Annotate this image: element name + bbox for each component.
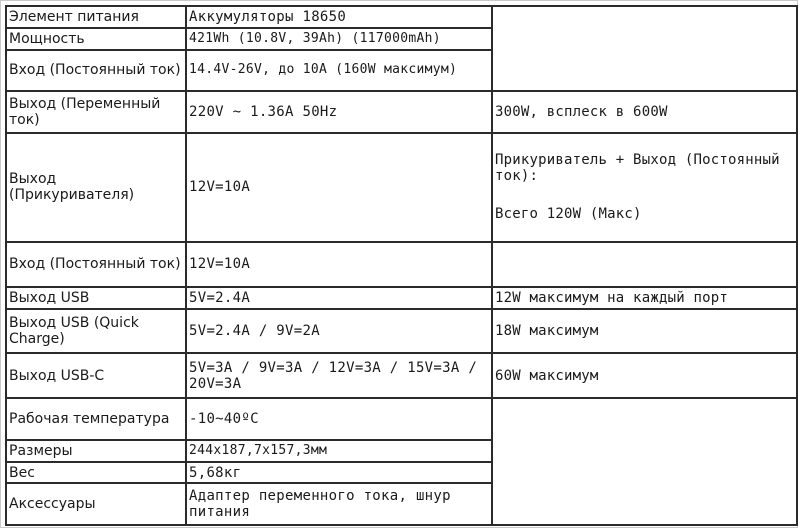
row-value: 5,68кг: [186, 462, 492, 484]
row-note-line: Всего 120W (Макс): [495, 206, 642, 223]
spec-table: [5, 5, 798, 526]
row-label: Размеры: [6, 440, 186, 462]
row-note: 300W, всплеск в 600W: [492, 91, 797, 133]
table-row: [6, 287, 797, 309]
row-note-empty: [492, 242, 797, 288]
row-note-empty: [492, 398, 797, 525]
table-row: [6, 133, 797, 242]
row-value: 12V=10A: [186, 133, 492, 242]
row-label: Выход (Прикуривателя): [6, 133, 186, 242]
row-note-empty: [492, 6, 797, 91]
row-label: Аксессуары: [6, 483, 186, 525]
table-row: [6, 6, 797, 28]
row-note: 18W максимум: [492, 309, 797, 353]
row-value: Аккумуляторы 18650: [186, 6, 492, 28]
table-row: [6, 309, 797, 353]
row-label: Вход (Постоянный ток): [6, 242, 186, 288]
row-note-line: Прикуриватель + Выход (Постоянный ток):: [495, 152, 780, 185]
row-value: 12V=10A: [186, 242, 492, 288]
row-value: -10~40ºC: [186, 398, 492, 440]
row-label: Вес: [6, 462, 186, 484]
row-label: Вход (Постоянный ток): [6, 50, 186, 92]
row-label: Выход USB: [6, 287, 186, 309]
row-value: 5V=2.4A / 9V=2A: [186, 309, 492, 353]
row-value: 5V=3A / 9V=3A / 12V=3A / 15V=3A / 20V=3A: [186, 353, 492, 399]
row-note-gap: [495, 184, 794, 206]
row-value: 421Wh (10.8V, 39Ah) (117000mAh): [186, 28, 492, 50]
row-label: Выход (Переменный ток): [6, 91, 186, 133]
row-label: Рабочая температура: [6, 398, 186, 440]
row-note: [492, 133, 797, 242]
row-label: Элемент питания: [6, 6, 186, 28]
row-value: 220V ~ 1.36A 50Hz: [186, 91, 492, 133]
table-row: [6, 398, 797, 440]
row-label: Выход USB-C: [6, 353, 186, 399]
row-value: 244х187,7х157,3мм: [186, 440, 492, 462]
row-value: Адаптер переменного тока, шнур питания: [186, 483, 492, 525]
row-note: 60W максимум: [492, 353, 797, 399]
table-row: [6, 353, 797, 399]
row-value: 14.4V-26V, до 10A (160W максимум): [186, 50, 492, 92]
row-label: Мощность: [6, 28, 186, 50]
table-row: [6, 91, 797, 133]
row-note: 12W максимум на каждый порт: [492, 287, 797, 309]
table-row: [6, 242, 797, 288]
row-label: Выход USB (Quick Charge): [6, 309, 186, 353]
row-value: 5V=2.4A: [186, 287, 492, 309]
